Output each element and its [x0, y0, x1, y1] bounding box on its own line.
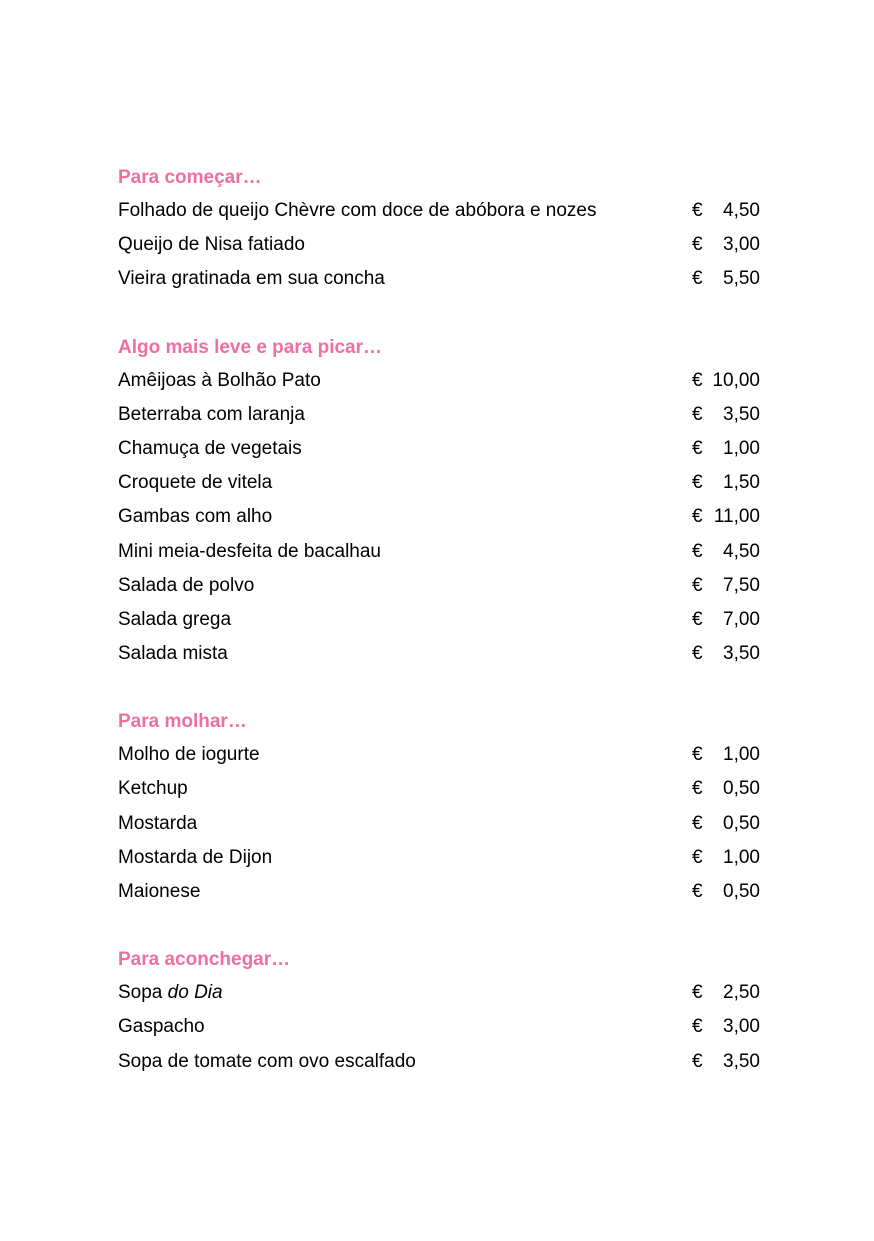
item-name: Molho de iogurte	[118, 744, 260, 766]
item-name: Ketchup	[118, 778, 188, 800]
item-name: Salada mista	[118, 643, 228, 665]
item-name: Sopa de tomate com ovo escalfado	[118, 1050, 416, 1072]
item-price	[692, 603, 760, 637]
item-name: Salada grega	[118, 608, 232, 630]
item-price	[692, 738, 760, 772]
item-price	[692, 194, 760, 228]
menu-item	[118, 432, 760, 466]
item-price	[692, 1010, 760, 1044]
menu-sections	[118, 162, 760, 1079]
currency-symbol: €	[692, 982, 703, 1004]
currency-symbol: €	[692, 472, 703, 494]
menu-item	[118, 1045, 760, 1079]
section-title: Para aconchegar…	[118, 949, 291, 971]
item-price	[692, 807, 760, 841]
item-name: Croquete de vitela	[118, 472, 273, 494]
item-price	[692, 875, 760, 909]
item-price	[692, 841, 760, 875]
menu-item	[118, 466, 760, 500]
menu-section-light-bites	[118, 332, 760, 672]
menu-section-soups	[118, 944, 760, 1079]
price-amount: 1,00	[723, 437, 760, 459]
item-name: Vieira gratinada em sua concha	[118, 268, 385, 290]
price-amount: 3,00	[723, 234, 760, 256]
price-amount: 2,50	[723, 982, 760, 1004]
item-price	[692, 500, 760, 534]
item-name: Amêijoas à Bolhão Pato	[118, 369, 321, 391]
menu-item	[118, 772, 760, 806]
menu-section-sauces	[118, 706, 760, 909]
item-name: Mostarda	[118, 812, 198, 834]
currency-symbol: €	[692, 540, 703, 562]
currency-symbol: €	[692, 608, 703, 630]
menu-item	[118, 738, 760, 772]
item-price	[692, 772, 760, 806]
item-name: Gaspacho	[118, 1016, 205, 1038]
price-amount: 10,00	[712, 369, 760, 391]
item-name: Mini meia-desfeita de bacalhau	[118, 540, 381, 562]
item-name: Beterraba com laranja	[118, 403, 305, 425]
price-amount: 3,50	[723, 643, 760, 665]
currency-symbol: €	[692, 234, 703, 256]
item-name: Folhado de queijo Chèvre com doce de abóbora e nozes	[118, 200, 597, 221]
menu-item	[118, 807, 760, 841]
price-amount: 3,50	[723, 403, 760, 425]
item-name: Gambas com alho	[118, 506, 273, 528]
currency-symbol: €	[692, 812, 703, 834]
item-price	[692, 637, 760, 671]
section-title: Algo mais leve e para picar…	[118, 336, 383, 358]
price-amount: 11,00	[713, 506, 760, 528]
currency-symbol: €	[692, 778, 703, 800]
item-price	[692, 466, 760, 500]
currency-symbol: €	[692, 1050, 703, 1072]
item-name: Maionese	[118, 881, 201, 902]
item-price	[692, 432, 760, 466]
item-name: Chamuça de vegetais	[118, 437, 302, 459]
currency-symbol: €	[692, 437, 703, 459]
section-title: Para molhar…	[118, 711, 247, 733]
price-amount: 5,50	[723, 268, 760, 290]
menu-item	[118, 841, 760, 875]
price-amount: 0,50	[723, 778, 760, 800]
currency-symbol: €	[692, 846, 703, 868]
price-amount: 1,00	[723, 744, 760, 766]
currency-symbol: €	[692, 506, 703, 528]
currency-symbol: €	[692, 881, 703, 902]
menu-item	[118, 262, 760, 296]
menu-item	[118, 1010, 760, 1044]
menu-item	[118, 603, 760, 637]
price-amount: 7,50	[723, 574, 760, 596]
menu-item	[118, 500, 760, 534]
item-name: Salada de polvo	[118, 574, 255, 596]
menu-item	[118, 976, 760, 1010]
item-price	[692, 976, 760, 1010]
currency-symbol: €	[692, 1016, 703, 1038]
price-amount: 4,50	[723, 540, 760, 562]
item-price	[692, 569, 760, 603]
item-name: Queijo de Nisa fatiado	[118, 234, 305, 256]
currency-symbol: €	[692, 200, 703, 221]
item-name: Mostarda de Dijon	[118, 846, 273, 868]
menu-item	[118, 364, 760, 398]
currency-symbol: €	[692, 574, 703, 596]
currency-symbol: €	[692, 744, 703, 766]
item-price	[692, 262, 760, 296]
currency-symbol: €	[692, 643, 703, 665]
item-name-italic: do Dia	[167, 982, 223, 1004]
menu-item	[118, 535, 760, 569]
price-amount: 0,50	[723, 812, 760, 834]
price-amount: 0,50	[723, 881, 760, 902]
price-amount: 3,50	[723, 1050, 760, 1072]
currency-symbol: €	[692, 403, 703, 425]
menu-item	[118, 398, 760, 432]
item-name	[118, 976, 223, 1010]
menu-item	[118, 228, 760, 262]
currency-symbol: €	[692, 268, 703, 290]
menu-item	[118, 875, 760, 909]
section-title: Para começar…	[118, 167, 262, 188]
item-price	[692, 398, 760, 432]
price-amount: 7,00	[723, 608, 760, 630]
menu-item	[118, 569, 760, 603]
currency-symbol: €	[692, 369, 703, 391]
item-price	[692, 364, 760, 398]
item-price	[692, 535, 760, 569]
price-amount: 3,00	[723, 1016, 760, 1038]
price-amount: 1,50	[723, 472, 760, 494]
menu-item	[118, 194, 760, 228]
item-price	[692, 1045, 760, 1079]
price-amount: 4,50	[723, 200, 760, 221]
item-name-regular: Sopa	[118, 982, 163, 1004]
menu-section-starters	[118, 162, 760, 297]
item-price	[692, 228, 760, 262]
price-amount: 1,00	[723, 846, 760, 868]
menu-item	[118, 637, 760, 671]
